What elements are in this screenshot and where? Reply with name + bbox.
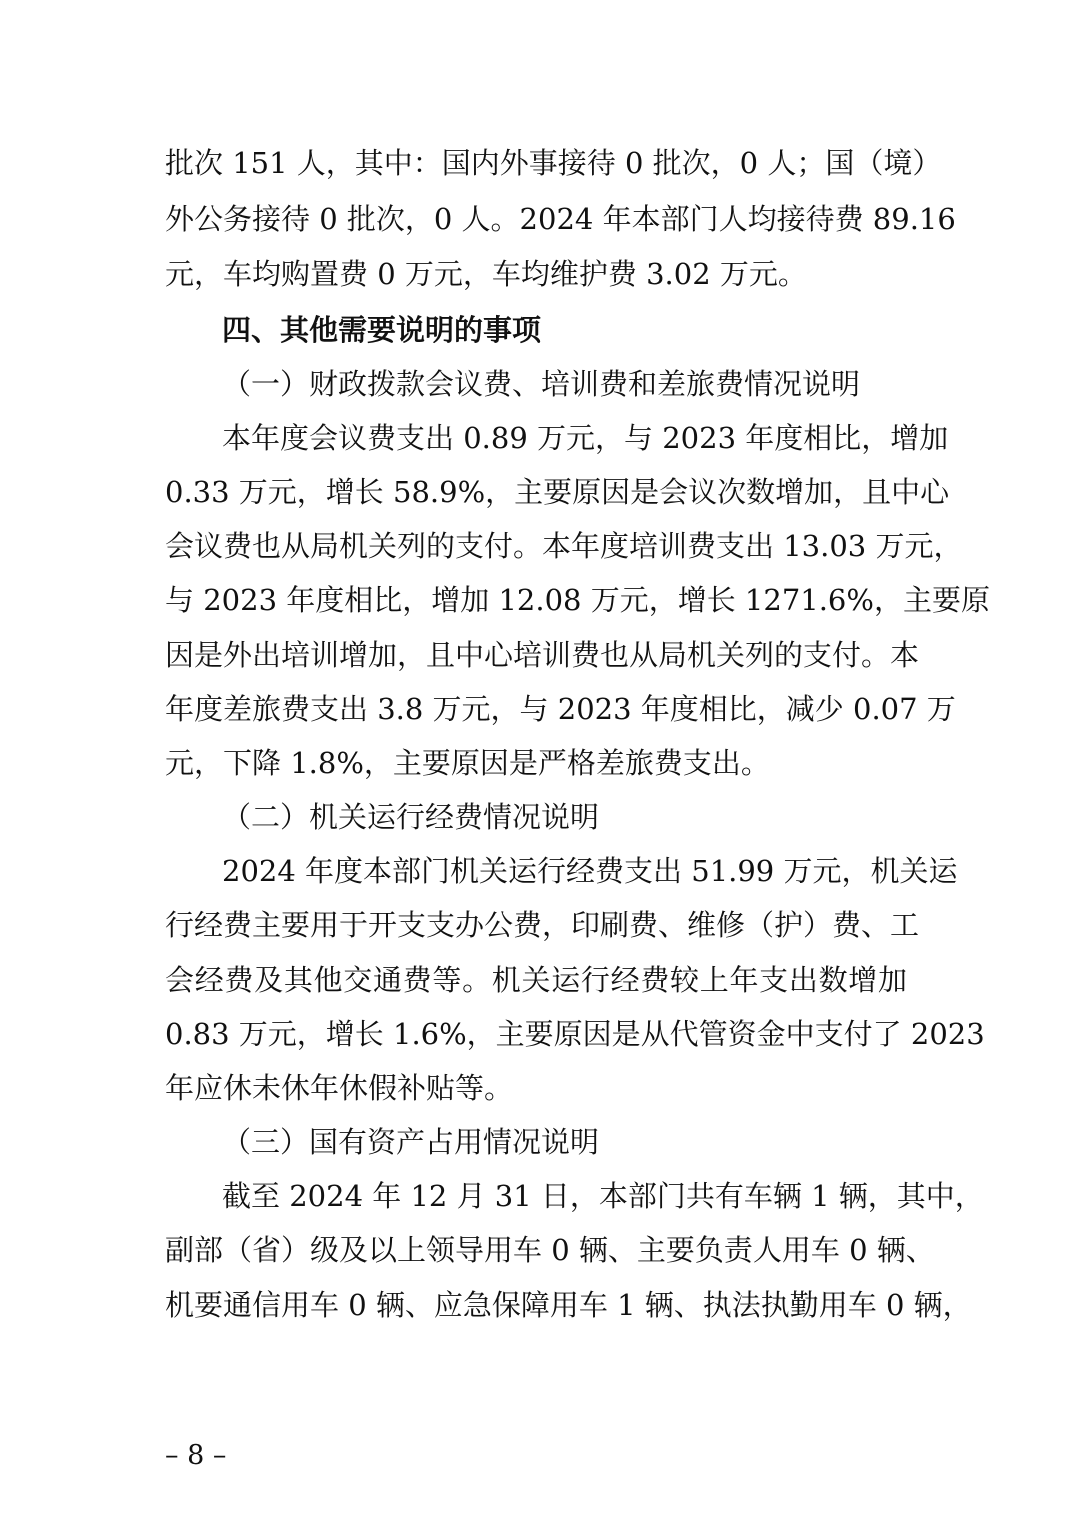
body-line: 截至 2024 年 12 月 31 日，本部门共有车辆 1 辆，其中， — [222, 1179, 984, 1213]
body-line: 会经费及其他交通费等。机关运行经费较上年支出数增加 — [165, 963, 907, 997]
section-heading: 四、其他需要说明的事项 — [222, 313, 542, 347]
body-line: 2024 年度本部门机关运行经费支出 51.99 万元，机关运 — [222, 854, 958, 888]
body-line: 会议费也从局机关列的支付。本年度培训费支出 13.03 万元， — [165, 529, 963, 563]
subsection-heading: （一）财政拨款会议费、培训费和差旅费情况说明 — [222, 367, 861, 401]
body-line: 0.83 万元，增长 1.6%，主要原因是从代管资金中支付了 2023 — [165, 1017, 985, 1051]
body-line: 与 2023 年度相比，增加 12.08 万元，增长 1271.6%，主要原 — [165, 583, 990, 617]
subsection-heading: （三）国有资产占用情况说明 — [222, 1125, 600, 1159]
body-line: 批次 151 人，其中：国内外事接待 0 批次，0 人；国（境） — [165, 146, 942, 180]
subsection-heading: （二）机关运行经费情况说明 — [222, 800, 600, 834]
body-line: 外公务接待 0 批次，0 人。2024 年本部门人均接待费 89.16 — [165, 202, 956, 236]
body-line: 年度差旅费支出 3.8 万元，与 2023 年度相比，减少 0.07 万 — [165, 692, 956, 726]
body-line: 元，车均购置费 0 万元，车均维护费 3.02 万元。 — [165, 257, 807, 291]
body-line: 因是外出培训增加，且中心培训费也从局机关列的支付。本 — [165, 638, 920, 672]
body-line: 0.33 万元，增长 58.9%，主要原因是会议次数增加，且中心 — [165, 475, 950, 509]
body-line: 行经费主要用于开支支办公费，印刷费、维修（护）费、工 — [165, 908, 920, 942]
body-line: 机要通信用车 0 辆、应急保障用车 1 辆、执法执勤用车 0 辆， — [165, 1288, 972, 1322]
body-line: 副部（省）级及以上领导用车 0 辆、主要负责人用车 0 辆、 — [165, 1233, 935, 1267]
page-number: – 8 – — [165, 1440, 227, 1471]
body-line: 年应休未休年休假补贴等。 — [165, 1071, 514, 1105]
body-line: 本年度会议费支出 0.89 万元，与 2023 年度相比，增加 — [222, 421, 949, 455]
body-line: 元，下降 1.8%，主要原因是严格差旅费支出。 — [165, 746, 770, 780]
